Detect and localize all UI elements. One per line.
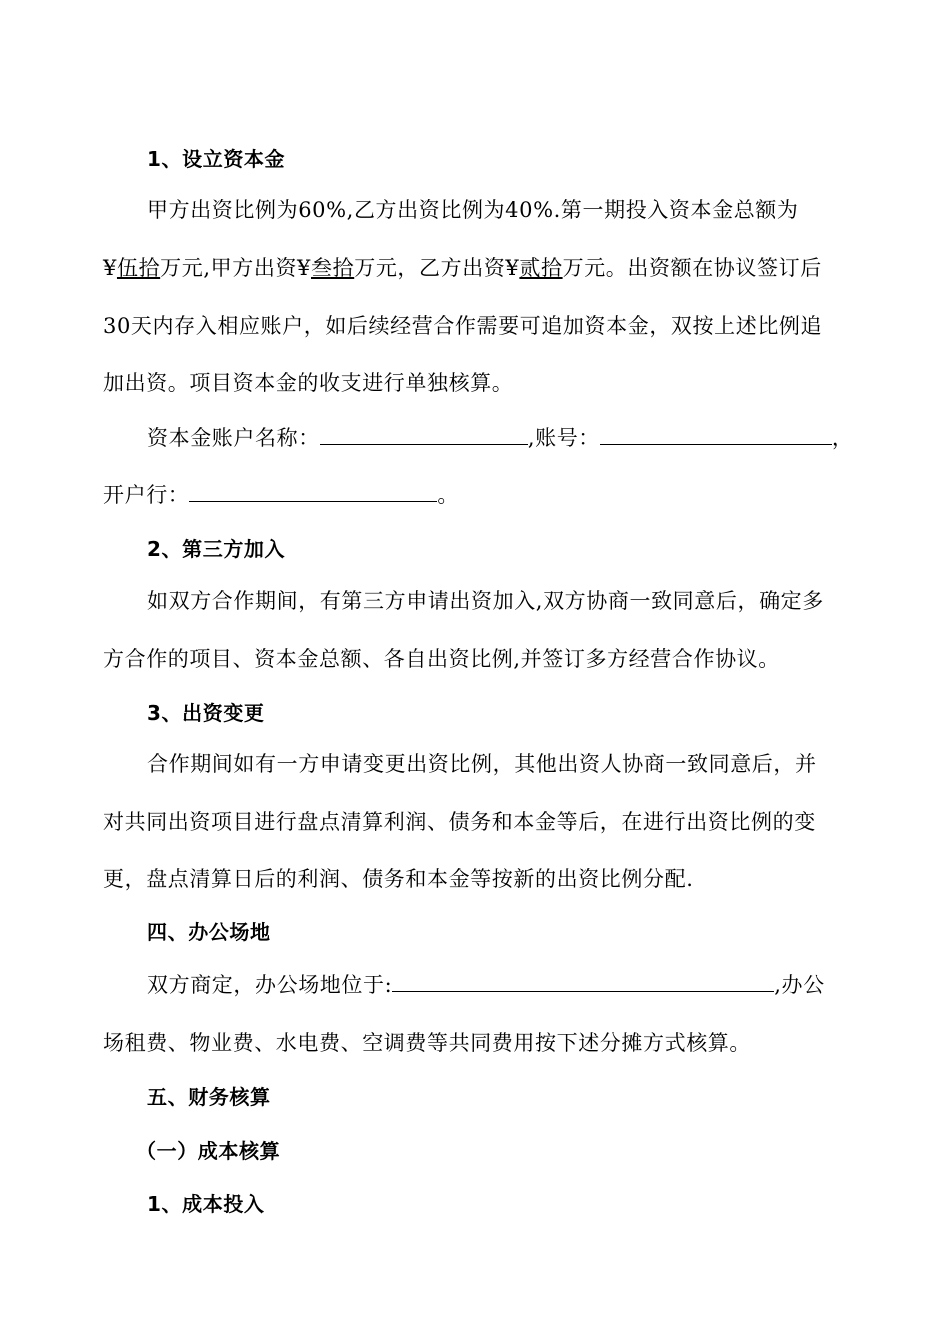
paragraph-line: 30天内存入相应账户，如后续经营合作需要可追加资本金，双按上述比例追 [103,314,823,338]
bank-label: 开户行： [103,483,190,507]
underlined-amount: 伍拾 [116,256,161,280]
text-fragment: 万元,甲方出资¥ [160,256,312,280]
office-location-label: 双方商定，办公场地位于: [147,973,393,997]
office-location-blank[interactable] [392,971,774,992]
paragraph-line: 对共同出资项目进行盘点清算利润、债务和本金等后，在进行出资比例的变 [103,810,816,834]
paragraph-line: 方合作的项目、资本金总额、各自出资比例,并签订多方经营合作协议。 [103,647,780,671]
text-fragment: 万元。出资额在协议签订后 [562,256,822,280]
text-fragment: ,办公 [774,973,825,997]
paragraph-line: 场租费、物业费、水电费、空调费等共同费用按下述分摊方式核算。 [103,1031,751,1055]
paragraph-line: 甲方出资比例为60%,乙方出资比例为40%.第一期投入资本金总额为 [147,198,799,222]
text-fragment: ， [831,426,854,450]
account-number-label: ,账号： [527,426,600,450]
account-number-blank[interactable] [600,424,832,445]
underlined-amount: 叁拾 [311,256,355,280]
text-fragment: 。 [437,483,460,507]
section-heading-third-party: 2、第三方加入 [147,537,286,561]
paragraph-line: 更，盘点清算日后的利润、债务和本金等按新的出资比例分配. [103,867,694,891]
section-heading-capital: 1、设立资本金 [147,147,286,171]
account-line [147,424,854,452]
section-heading-finance: 五、财务核算 [147,1085,271,1109]
paragraph-line: 合作期间如有一方申请变更出资比例，其他出资人协商一致同意后，并 [147,752,817,776]
text-fragment: 万元，乙方出资¥ [354,256,520,280]
bank-blank[interactable] [189,481,437,502]
paragraph-line: 加出资。项目资本金的收支进行单独核算。 [103,371,514,395]
text-fragment: ¥ [103,256,117,280]
subsection-heading-cost: （一）成本核算 [136,1139,281,1163]
bank-line [103,481,459,509]
office-location-line [147,971,825,999]
account-name-blank[interactable] [320,424,528,445]
subsection-heading-cost-input: 1、成本投入 [147,1192,265,1216]
account-name-label: 资本金账户名称： [147,426,320,450]
section-heading-capital-change: 3、出资变更 [147,701,265,725]
paragraph-line [103,254,822,282]
section-heading-office: 四、办公场地 [147,920,271,944]
paragraph-line: 如双方合作期间，有第三方申请出资加入,双方协商一致同意后，确定多 [147,589,824,613]
underlined-amount: 贰拾 [519,256,563,280]
